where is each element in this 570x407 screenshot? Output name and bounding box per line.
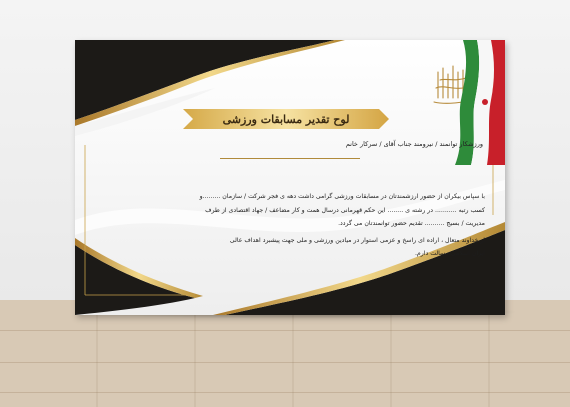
name-underline	[220, 158, 360, 159]
body-line: مدیریت / بسیج .......... تقدیم حضور توانمندتان می گردد.	[338, 220, 485, 228]
certificate-body	[140, 190, 485, 261]
certificate-board	[75, 40, 505, 315]
body-line: از خداوند متعال ، اراده ای راسخ و عزمی استوار در میادین ورزشی و ملی جهت پیشبرد اهداف عالی	[229, 236, 485, 244]
body-line: ایران اسلامی مسالت دارم.	[414, 250, 485, 258]
body-line: کسب رتبه ........... در رشته ی ........ این حکم قهرمانی درسال همت و کار مضاعف / جهاد اقتصادی از طرف	[205, 206, 485, 214]
addressee-line: ورزشکار توانمند / نیرومند جناب آقای / سرکار خانم	[345, 140, 483, 148]
body-line: با سپاس بیکران از حضور ارزشمندتان در مسابقات ورزشی گرامی داشت دهه ی فجر شرکت / سازمان .........و	[199, 193, 485, 200]
certificate-title: لوح تقدیر مسابقات ورزشی	[222, 112, 350, 126]
title-ribbon	[183, 105, 389, 133]
